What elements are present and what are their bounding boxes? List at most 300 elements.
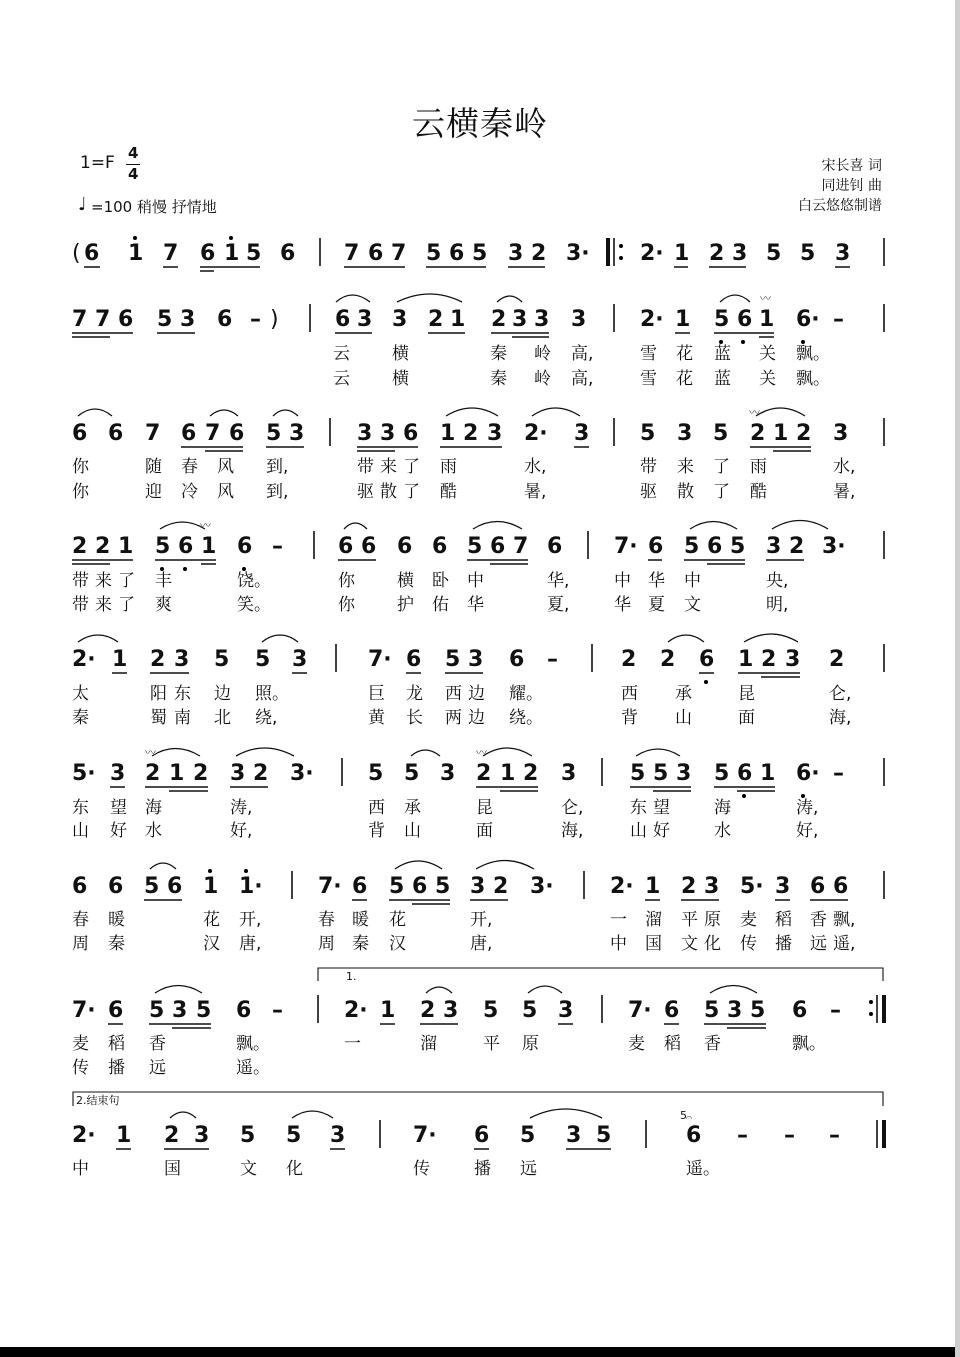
lyrics-row-7 <box>72 910 855 954</box>
lyric: 南 <box>174 708 191 728</box>
note: 6 <box>200 241 216 266</box>
note: 6 <box>792 998 808 1023</box>
note: 3· <box>566 241 590 266</box>
note: 1 <box>380 998 396 1023</box>
note: 5 <box>445 647 461 672</box>
note: 2 <box>829 647 845 672</box>
note: 5 <box>246 241 262 266</box>
note: 1 <box>118 534 134 559</box>
note: 3 <box>766 534 782 559</box>
lyric: 香 <box>810 910 827 930</box>
note: 6 <box>490 534 506 559</box>
note: – <box>250 307 261 332</box>
note: 1 <box>450 307 466 332</box>
note: 6 <box>108 874 124 899</box>
lyric: 背 <box>368 821 385 841</box>
note: – <box>547 647 558 672</box>
note: 2 <box>681 874 697 899</box>
lyric: 华 <box>614 595 631 615</box>
note: 1 <box>224 241 240 266</box>
lyric: 化 <box>704 934 721 954</box>
lyric: 黄 <box>368 708 385 728</box>
lyric: 两 <box>445 708 462 728</box>
note: 1 <box>738 647 754 672</box>
note: 7 <box>145 421 161 446</box>
lyric: 汉 <box>203 934 220 954</box>
lyric: 春 <box>181 457 198 477</box>
lyric: 播 <box>474 1159 491 1179</box>
lyric: 阳 <box>150 684 167 704</box>
trill-icon: 〰 <box>760 292 771 305</box>
note: 2 <box>491 307 507 332</box>
lyric: 蓝 <box>714 369 731 389</box>
slur <box>476 861 534 870</box>
lyric: 雨 <box>440 457 457 477</box>
note: 6 <box>403 421 419 446</box>
note: 3 <box>357 421 373 446</box>
lyric: 到, <box>266 482 289 502</box>
note: 6 <box>368 241 384 266</box>
lyric: 仑, <box>561 798 584 818</box>
repeat-dot <box>619 256 623 260</box>
note: 6 <box>237 534 253 559</box>
lyric: 文 <box>240 1159 257 1179</box>
slur <box>710 986 757 994</box>
tempo-marking: =100 稍慢 抒情地 <box>91 198 217 216</box>
lyrics-row-2 <box>333 343 830 389</box>
note: 6 <box>84 241 100 266</box>
lyric: 央, <box>766 571 789 591</box>
lyric: 中 <box>684 571 701 591</box>
lyric: 来 <box>380 457 397 477</box>
lyric: 蜀 <box>150 708 167 728</box>
note: 6 <box>108 998 124 1023</box>
lyric: 涛, <box>796 798 819 818</box>
lyric: 龙 <box>406 684 423 704</box>
lyric: 传 <box>413 1159 430 1179</box>
lyric: 昆 <box>738 684 755 704</box>
first-ending-label: 1. <box>346 970 357 983</box>
composer-credit: 同进钊 曲 <box>821 178 882 194</box>
lyric: 稻 <box>775 910 792 930</box>
transcriber-credit: 白云悠悠制谱 <box>798 198 882 214</box>
note: 3 <box>704 874 720 899</box>
note: – <box>833 307 844 332</box>
lyric: 雨 <box>750 457 767 477</box>
lyric: 平 <box>681 910 698 930</box>
lyric: 原 <box>522 1034 539 1054</box>
lyric: 背 <box>621 708 638 728</box>
lyrics-row-6 <box>72 798 818 841</box>
note: 1 <box>760 761 776 786</box>
slur <box>532 408 580 416</box>
slur <box>397 294 462 302</box>
note: 7 <box>513 534 529 559</box>
lyric: 望 <box>653 798 670 818</box>
note: 6 <box>432 534 448 559</box>
lyric: 香 <box>149 1034 166 1054</box>
lyric: 云 <box>333 369 350 389</box>
note: 6 <box>737 761 753 786</box>
note: 6 <box>72 874 88 899</box>
lyric: 遥, <box>833 934 856 954</box>
note: 3 <box>470 874 486 899</box>
note: 1 <box>674 241 690 266</box>
lyric: 原 <box>704 910 721 930</box>
note: 3 <box>180 307 196 332</box>
note: 2 <box>789 534 805 559</box>
lyric: 传 <box>72 1058 89 1078</box>
lyric: 卧 <box>432 571 449 591</box>
trill-icon: 〰 <box>200 519 211 532</box>
note: 3 <box>392 307 408 332</box>
lyric: 你 <box>72 482 89 502</box>
slur <box>210 410 238 416</box>
staff-row-8 <box>72 986 884 1029</box>
lyric: 带 <box>357 457 374 477</box>
note: 2 <box>428 307 444 332</box>
lyric: 化 <box>286 1159 303 1179</box>
lyric: 麦 <box>740 910 757 930</box>
slur <box>720 295 750 302</box>
note: 6 <box>547 534 563 559</box>
lyric: 耀。 <box>509 684 543 704</box>
high-octave-dot <box>244 869 248 873</box>
note: 5 <box>144 874 160 899</box>
lyric: 开, <box>239 910 262 930</box>
note: 1 <box>440 421 456 446</box>
note: 3 <box>194 1123 210 1148</box>
lyrics-row-5 <box>72 684 851 728</box>
note: 3 <box>174 647 190 672</box>
lyric: 太 <box>72 684 89 704</box>
staff-row-9 <box>72 1109 884 1149</box>
note: 3 <box>775 874 791 899</box>
page-bottom-edge <box>0 1347 960 1357</box>
note: – <box>784 1123 795 1148</box>
lyric: 香 <box>704 1034 721 1054</box>
note: 3 <box>230 761 246 786</box>
lyric: 秦 <box>490 344 507 364</box>
note: 2· <box>524 421 548 446</box>
note: 2· <box>72 1123 96 1148</box>
lyrics-row-8 <box>72 1034 826 1078</box>
lyric: 承 <box>675 684 692 704</box>
note: 1 <box>675 307 691 332</box>
lyric: 花 <box>676 369 693 389</box>
note: 6 <box>406 647 422 672</box>
note: 5 <box>240 1123 256 1148</box>
lyric: 涛, <box>230 798 253 818</box>
slur <box>744 634 798 642</box>
note: 2 <box>709 241 725 266</box>
lyric: 带 <box>72 571 89 591</box>
note: – <box>829 1123 840 1148</box>
lyric: 花 <box>389 910 406 930</box>
lyric: 到, <box>266 457 289 477</box>
key-signature: 1=F <box>80 153 115 173</box>
lyric: 远 <box>520 1159 537 1179</box>
note: 5· <box>740 874 764 899</box>
lyric: 好 <box>653 821 670 841</box>
lyric: 春 <box>318 910 335 930</box>
note: 6 <box>118 307 134 332</box>
lyrics-row-4 <box>72 570 788 615</box>
lyric: 山 <box>630 821 647 841</box>
lyric: 面 <box>738 708 755 728</box>
note: 1 <box>500 761 516 786</box>
note: 1 <box>203 874 219 899</box>
note: 1 <box>169 761 185 786</box>
lyric: 夏 <box>648 595 665 615</box>
lyric: 溜 <box>420 1034 437 1054</box>
note: 6 <box>335 307 351 332</box>
slur <box>411 750 440 756</box>
lyric: 驱 <box>357 482 374 502</box>
slur <box>636 749 680 756</box>
lyric: 佑 <box>432 595 449 615</box>
slur <box>273 410 298 416</box>
note: 6· <box>796 307 820 332</box>
note: 7 <box>72 307 88 332</box>
note: 5 <box>286 1123 302 1148</box>
lyric: 一 <box>344 1034 361 1054</box>
lyric: 好 <box>110 821 127 841</box>
repeat-dot <box>869 1000 873 1004</box>
lyric: 文 <box>684 595 701 615</box>
slur <box>336 295 370 302</box>
note: 2· <box>640 241 664 266</box>
lyric: 花 <box>676 344 693 364</box>
open-paren: ( <box>72 241 81 266</box>
note: 2 <box>145 761 161 786</box>
note: 3 <box>727 998 743 1023</box>
note: 5 <box>155 534 171 559</box>
note: 6 <box>236 998 252 1023</box>
slur <box>528 986 562 993</box>
note: 5 <box>389 874 405 899</box>
slur <box>530 1109 602 1118</box>
lyric: 仑, <box>829 684 852 704</box>
lyric: 传 <box>740 934 757 954</box>
lyric: 远 <box>149 1058 166 1078</box>
lyric: 面 <box>476 821 493 841</box>
note: 3· <box>822 534 846 559</box>
note: 7· <box>614 534 638 559</box>
note: 7 <box>95 307 111 332</box>
lyric: 中 <box>467 571 484 591</box>
lyric: 风 <box>217 482 234 502</box>
lyric: 飘, <box>833 910 856 930</box>
lyric: 国 <box>645 934 662 954</box>
repeat-dot <box>869 1012 873 1016</box>
staff-row-4 <box>72 519 884 571</box>
lyric: 国 <box>164 1159 181 1179</box>
note: 1· <box>239 874 263 899</box>
lyric: 暖 <box>108 910 125 930</box>
lyric: 酷 <box>750 482 767 502</box>
note: 3 <box>330 1123 346 1148</box>
lyric: 岭 <box>534 344 551 364</box>
lyric: 北 <box>214 708 231 728</box>
lyric: 飘。 <box>236 1034 270 1054</box>
grace-note: 5 <box>680 1109 687 1122</box>
lyric: 明, <box>766 595 789 615</box>
note: 3 <box>508 241 524 266</box>
note: 6 <box>686 1123 702 1148</box>
lyric: 爽 <box>155 595 172 615</box>
lyric: 好, <box>230 821 253 841</box>
repeat-dot <box>619 244 623 248</box>
lyric: 秦 <box>352 934 369 954</box>
note: 1 <box>773 421 789 446</box>
slur <box>236 748 294 756</box>
lyric: 文 <box>681 934 698 954</box>
lyric: 东 <box>174 684 191 704</box>
note: 6 <box>449 241 465 266</box>
lyric: 你 <box>72 457 89 477</box>
lyric: 溜 <box>645 910 662 930</box>
note: 7· <box>72 998 96 1023</box>
note: 7· <box>368 647 392 672</box>
note: 2· <box>640 307 664 332</box>
quarter-note-icon: ♩ <box>78 194 87 215</box>
note: 5 <box>467 534 483 559</box>
lyric: 唐, <box>470 934 493 954</box>
lyric: 开, <box>470 910 493 930</box>
note: 6 <box>181 421 197 446</box>
lyric: 飘。 <box>796 369 830 389</box>
slur <box>155 986 202 994</box>
note: 6 <box>397 534 413 559</box>
slur <box>78 635 118 642</box>
lyric: 边 <box>468 708 485 728</box>
lyric: 中 <box>72 1159 89 1179</box>
note: 5 <box>596 1123 612 1148</box>
lyric: 酷 <box>440 482 457 502</box>
lyric: 了 <box>118 571 135 591</box>
note: 6 <box>361 534 377 559</box>
note: 5 <box>713 421 729 446</box>
time-signature-top: 4 <box>128 144 139 162</box>
note: – <box>272 998 283 1023</box>
lyric: 东 <box>630 798 647 818</box>
lyric: 边 <box>468 684 485 704</box>
lyric: 雪 <box>640 369 657 389</box>
note: 7· <box>318 874 342 899</box>
note: 3 <box>833 421 849 446</box>
note: 6 <box>707 534 723 559</box>
note: – <box>737 1123 748 1148</box>
first-ending-bracket <box>318 968 883 981</box>
note: 6 <box>280 241 296 266</box>
note: 5 <box>520 1123 536 1148</box>
lyric: 散 <box>380 482 397 502</box>
lyric: 来 <box>677 457 694 477</box>
lyric: 蓝 <box>714 344 731 364</box>
note: 5 <box>730 534 746 559</box>
note: 5 <box>214 647 230 672</box>
slur <box>756 408 805 416</box>
note: 1 <box>128 241 144 266</box>
lyric: 水, <box>833 457 856 477</box>
lyric: 周 <box>318 934 335 954</box>
note: 2 <box>621 647 637 672</box>
close-paren: ) <box>270 307 279 332</box>
note: 2 <box>493 874 509 899</box>
note: 3 <box>443 998 459 1023</box>
lyric: 水 <box>145 821 162 841</box>
page-right-edge <box>955 0 960 1357</box>
note: 3 <box>110 761 126 786</box>
lyric: 山 <box>675 708 692 728</box>
lyric: 西 <box>368 798 385 818</box>
note: 2 <box>150 647 166 672</box>
note: 6 <box>810 874 826 899</box>
note: 1 <box>112 647 128 672</box>
note: 2 <box>72 534 88 559</box>
lyric: 山 <box>72 821 89 841</box>
slur <box>426 987 452 993</box>
lyric: 高, <box>571 369 594 389</box>
lyric: 汉 <box>389 934 406 954</box>
slur <box>262 635 298 642</box>
lyric: 海, <box>829 708 852 728</box>
lyric: 昆 <box>476 798 493 818</box>
note: 7 <box>391 241 407 266</box>
note: 3 <box>357 307 373 332</box>
lyric: 巨 <box>368 684 385 704</box>
lyric: 远 <box>810 934 827 954</box>
trill-icon: 〰 <box>749 406 760 419</box>
lyric: 西 <box>621 684 638 704</box>
slur <box>473 522 522 530</box>
fermata-icon: 𝄐 <box>686 1111 693 1124</box>
lyric: 横 <box>392 369 409 389</box>
note: 3 <box>558 998 574 1023</box>
low-octave-dot <box>742 794 746 798</box>
note: 6 <box>167 874 183 899</box>
note: 1 <box>201 534 217 559</box>
lyric: 高, <box>571 344 594 364</box>
lyric: 饶。 <box>237 571 271 591</box>
lyric: 了 <box>118 595 135 615</box>
note: 1 <box>116 1123 132 1148</box>
lyric: 花 <box>203 910 220 930</box>
lyric: 暑, <box>833 482 856 502</box>
note: 3 <box>785 647 801 672</box>
trill-icon: 〰 <box>476 746 487 759</box>
lyric: 暑, <box>524 482 547 502</box>
note: 5 <box>472 241 488 266</box>
lyric: 你 <box>338 571 355 591</box>
lyric: 飘。 <box>796 344 830 364</box>
note: – <box>830 998 841 1023</box>
staff-row-1 <box>72 236 884 271</box>
note: 5 <box>149 998 165 1023</box>
lyric: 华, <box>547 571 570 591</box>
lyric: 来 <box>95 571 112 591</box>
slur <box>690 522 737 530</box>
lyric: 望 <box>110 798 127 818</box>
note: 3 <box>561 761 577 786</box>
note: 5 <box>255 647 271 672</box>
note: – <box>272 534 283 559</box>
note: 3 <box>289 421 305 446</box>
note: 3 <box>292 647 308 672</box>
lyric: 稻 <box>108 1034 125 1054</box>
high-octave-dot <box>229 236 233 240</box>
